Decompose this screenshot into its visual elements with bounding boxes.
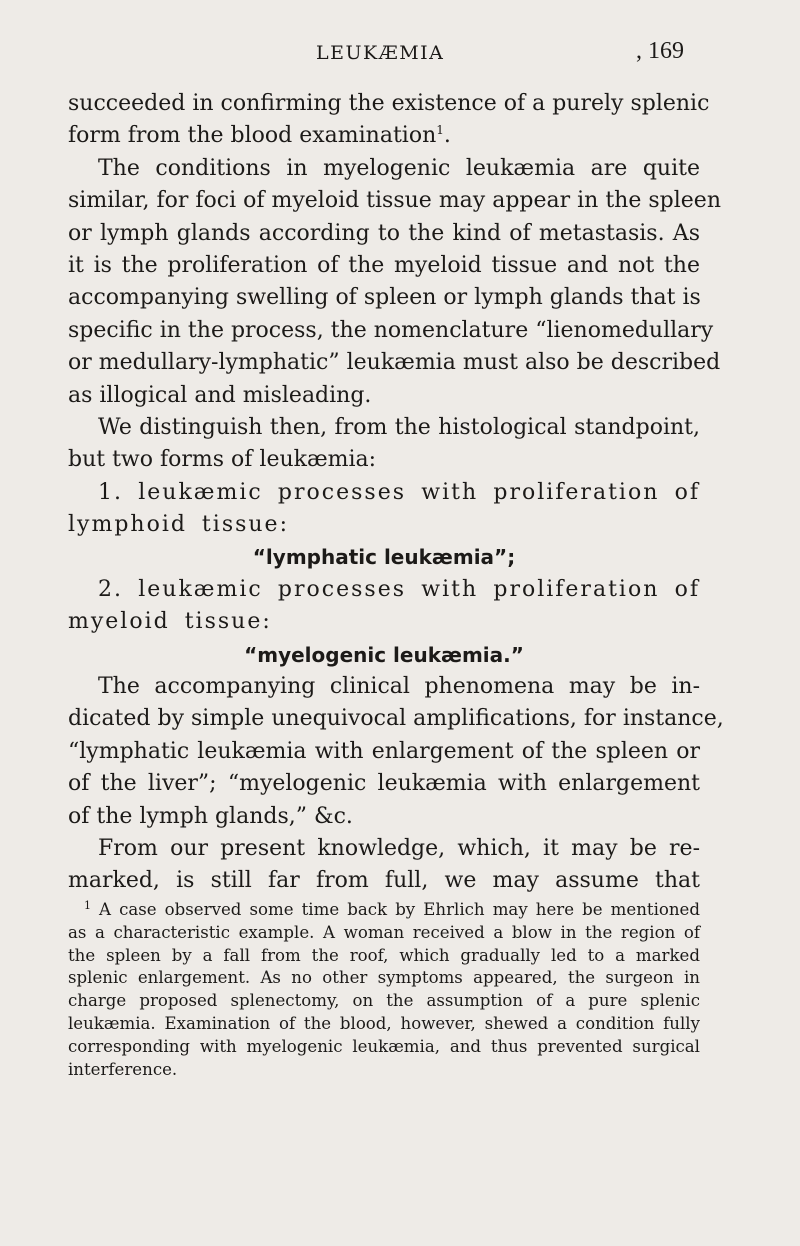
text-line: accompanying swelling of spleen or lymph glands that is	[68, 285, 701, 311]
page-header	[0, 38, 800, 68]
text-line: of the liver”; “myelogenic leukæmia with enlargement	[68, 771, 700, 797]
body-text	[68, 88, 724, 898]
text-line: or medullary-lymphatic” leukæmia must also be described	[68, 350, 721, 376]
footnote-line	[68, 899, 700, 922]
list-item-2: 2. leukæmic processes with proliferation of	[98, 576, 700, 602]
text-line: dicated by simple unequivocal amplifications, for instance,	[68, 706, 724, 732]
text-line: “lymphatic leukæmia with enlargement of the spleen or	[68, 738, 700, 764]
footnote-line: corresponding with myelogenic leukæmia, and thus prevented surgical	[68, 1036, 700, 1056]
term-myelogenic-leukaemia: “myelogenic leukæmia.”	[244, 642, 524, 667]
page-number: , 169	[636, 38, 684, 64]
text-line	[68, 120, 700, 152]
text-line: succeeded in confirming the existence of a purely splenic	[68, 91, 710, 116]
footnote-line: splenic enlargement. As no other symptoms appeared, the surgeon in	[68, 968, 700, 988]
footnote-line-text: A case observed some time back by Ehrlich may here be mentioned	[99, 900, 700, 919]
text-line: similar, for foci of myeloid tissue may appear in the spleen	[68, 188, 721, 214]
text-line: We distinguish then, from the histological standpoint,	[98, 414, 700, 440]
running-head: LEUKÆMIA	[316, 42, 445, 64]
footnote-line: interference.	[68, 1059, 178, 1079]
footnote-line: charge proposed splenectomy, on the assumption of a pure splenic	[68, 991, 700, 1011]
text-line-content: form from the blood examination	[68, 123, 437, 149]
text-line: but two forms of leukæmia:	[68, 447, 377, 473]
text-line: The accompanying clinical phenomena may be in-	[98, 674, 700, 700]
text-line: lymphoid tissue:	[68, 512, 289, 538]
footnote	[68, 899, 700, 1081]
footnote-marker: 1	[84, 899, 91, 912]
footnote-line: as a characteristic example. A woman received a blow in the region of	[68, 922, 700, 942]
text-line: of the lymph glands,” &c.	[68, 803, 353, 829]
footnote-line: leukæmia. Examination of the blood, however, shewed a condition fully	[68, 1013, 700, 1033]
text-line: specific in the process, the nomenclature “lienomedullary	[68, 317, 714, 343]
term-lymphatic-leukaemia: “lymphatic leukæmia”;	[252, 545, 516, 570]
text-line: marked, is still far from full, we may assume that	[68, 868, 700, 894]
footnote-line: the spleen by a fall from the roof, which gradually led to a marked	[68, 945, 700, 965]
footnote-reference: 1	[436, 123, 444, 138]
text-line-period: .	[443, 123, 451, 149]
text-line: myeloid tissue:	[68, 609, 272, 635]
text-line: From our present knowledge, which, it may be re-	[98, 835, 700, 861]
list-item-1: 1. leukæmic processes with proliferation of	[98, 479, 700, 505]
text-line: it is the proliferation of the myeloid tissue and not the	[68, 252, 700, 278]
text-line: The conditions in myelogenic leukæmia are quite	[98, 155, 700, 181]
text-line: as illogical and misleading.	[68, 382, 372, 408]
text-line: or lymph glands according to the kind of metastasis. As	[68, 220, 700, 246]
